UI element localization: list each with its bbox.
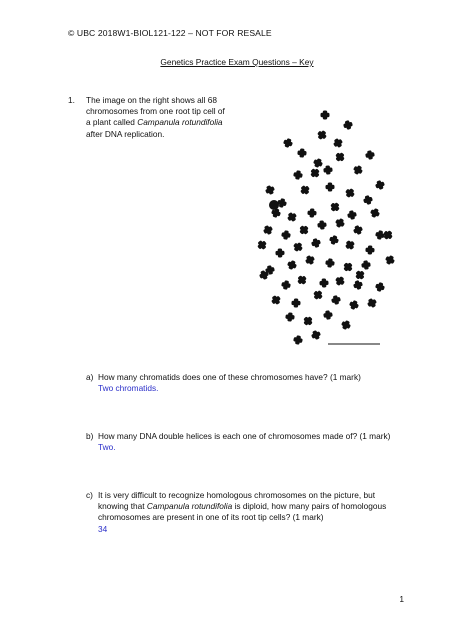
chromosome (384, 254, 396, 266)
chromosome (365, 245, 374, 254)
chromosome (293, 335, 304, 346)
chromosome (329, 201, 342, 214)
chromosome (281, 280, 292, 291)
chromosome (348, 299, 360, 311)
chromosome (365, 150, 376, 161)
question-text (86, 95, 256, 140)
subquestion-c (98, 490, 408, 535)
chromosome (375, 230, 386, 241)
chromosome (275, 248, 284, 257)
chromosome (282, 137, 294, 149)
question-line-3 (86, 117, 256, 128)
chromosome (366, 297, 378, 309)
subquestion-a-label: a) (86, 372, 94, 382)
subquestion-b-answer: Two. (98, 442, 116, 453)
subquestion-c-line-2-pre: knowing that (98, 501, 147, 512)
page-number: 1 (399, 594, 404, 604)
chromosome (342, 119, 353, 130)
chromosome (298, 224, 311, 237)
subquestion-b-text: How many DNA double helices is each one of chromosomes made of? (1 mark) (98, 431, 391, 441)
copyright-header: © UBC 2018W1-BIOL121-122 – NOT FOR RESALE (68, 28, 272, 38)
chromosome (328, 234, 339, 245)
chromosome (312, 157, 324, 169)
subquestion-a-text: How many chromatids does one of these chromosomes have? (1 mark) (98, 372, 361, 382)
question-line-1: The image on the right shows all 68 (86, 95, 217, 105)
document-title: Genetics Practice Exam Questions – Key (160, 57, 314, 67)
question-line-4: after DNA replication. (86, 128, 165, 139)
chromosome (293, 170, 303, 180)
chromosome (323, 165, 333, 175)
chromosome (332, 137, 344, 149)
subquestion-c-answer: 34 (98, 523, 108, 534)
question-line-3-text: a plant called (86, 117, 138, 128)
subquestion-c-label: c) (86, 490, 93, 500)
chromosome (262, 224, 274, 236)
chromosome (352, 224, 364, 236)
chromosome (291, 298, 300, 307)
chromosome (344, 239, 356, 251)
chromosome (285, 312, 295, 322)
chromosome (361, 260, 371, 270)
chromosome (340, 319, 352, 331)
subquestion-c-line-2-post: is diploid, how many pairs of homologous (232, 501, 387, 512)
chromosome (369, 207, 381, 219)
chromosome (352, 279, 363, 290)
chromosome (264, 184, 276, 196)
chromosome (299, 184, 312, 197)
chromosome (256, 239, 269, 252)
subquestion-c-line-3: chromosomes are present in one of its root tip cells? (1 mark) (98, 512, 324, 523)
subquestion-c-line-2 (98, 501, 408, 512)
subquestion-b-label: b) (86, 431, 94, 441)
chromosome (321, 111, 330, 120)
chromosome (325, 182, 334, 191)
chromosome (317, 220, 327, 230)
subquestion-a (98, 372, 398, 394)
chromosome (297, 148, 307, 158)
chromosome (352, 164, 364, 176)
chromosome (286, 259, 298, 271)
chromosome (334, 217, 346, 229)
chromosome (269, 200, 279, 210)
chromosome (334, 275, 346, 287)
chromosome (309, 167, 322, 180)
species-name: Campanula rotundifolia (137, 117, 223, 128)
chromosome (325, 258, 335, 268)
chromosome (374, 281, 385, 292)
subquestion-c-species: Campanula rotundifolia (146, 501, 233, 512)
subquestion-c-line-1: It is very difficult to recognize homologous chromosomes on the picture, but (98, 490, 376, 500)
chromosome (310, 237, 321, 248)
chromosome (296, 274, 309, 287)
question-number: 1. (68, 95, 75, 105)
chromosome (323, 310, 333, 320)
chromosome (286, 211, 298, 223)
chromosome-spread-image (240, 95, 400, 350)
chromosome (316, 129, 329, 142)
chromosome (312, 289, 325, 302)
chromosome (342, 261, 355, 274)
subquestion-b (98, 431, 398, 453)
chromosome-figure (240, 95, 400, 350)
subquestion-a-answer: Two chromatids. (98, 383, 159, 394)
chromosome (354, 269, 367, 282)
chromosome (304, 254, 316, 266)
chromosome (310, 329, 322, 341)
chromosome (347, 210, 358, 221)
chromosome (362, 194, 373, 205)
chromosome (344, 187, 357, 200)
chromosome (302, 315, 315, 328)
chromosome (334, 151, 347, 164)
chromosome (281, 230, 291, 240)
chromosome (374, 179, 386, 191)
chromosome (319, 278, 328, 287)
chromosome (307, 208, 317, 218)
question-line-2: chromosomes from one root tip cell of (86, 106, 225, 117)
chromosome (331, 295, 342, 306)
chromosome (292, 241, 305, 254)
chromosome (270, 294, 283, 307)
